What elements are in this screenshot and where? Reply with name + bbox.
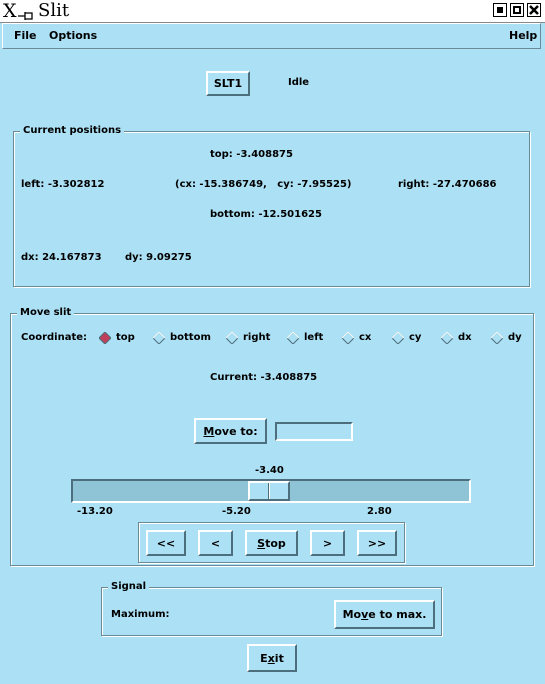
radio-label-top[interactable]: top bbox=[116, 332, 135, 343]
right-value: right: -27.470686 bbox=[398, 179, 497, 190]
fast-back-button[interactable]: << bbox=[146, 530, 186, 556]
center-value: (cx: -15.386749, cy: -7.95525) bbox=[175, 179, 352, 190]
stop-mnemonic: S bbox=[257, 536, 266, 550]
move-to-max-label: e to max. bbox=[368, 608, 427, 621]
radio-indicator[interactable] bbox=[226, 332, 238, 344]
radio-indicator[interactable] bbox=[153, 332, 165, 344]
stop-label: top bbox=[265, 536, 286, 550]
radio-selected-indicator[interactable] bbox=[99, 332, 111, 344]
window-title: Slit bbox=[38, 0, 70, 21]
scale-mid-label: -5.20 bbox=[222, 506, 251, 517]
radio-indicator[interactable] bbox=[392, 332, 404, 344]
radio-indicator[interactable] bbox=[287, 332, 299, 344]
radio-label-left[interactable]: left bbox=[304, 332, 324, 343]
current-value: Current: -3.408875 bbox=[210, 372, 318, 383]
radio-label-cy[interactable]: cy bbox=[409, 332, 422, 343]
menu-file[interactable]: File bbox=[14, 29, 37, 42]
menu-bar bbox=[2, 23, 541, 49]
top-value: top: -3.408875 bbox=[210, 149, 293, 160]
radio-indicator[interactable] bbox=[441, 332, 453, 344]
exit-button[interactable] bbox=[247, 644, 297, 672]
scale-min-label: -13.20 bbox=[77, 506, 113, 517]
status-label: Idle bbox=[288, 77, 310, 88]
move-to-max-mnemonic: v bbox=[361, 608, 369, 621]
menu-options[interactable]: Options bbox=[49, 29, 98, 42]
move-to-max-prefix: Mo bbox=[342, 608, 362, 621]
maximize-button[interactable] bbox=[510, 3, 524, 17]
radio-label-right[interactable]: right bbox=[243, 332, 271, 343]
scale-max-label: 2.80 bbox=[367, 506, 392, 517]
dy-value: dy: 9.09275 bbox=[125, 252, 192, 263]
back-button[interactable]: < bbox=[198, 530, 233, 556]
radio-indicator[interactable] bbox=[342, 332, 354, 344]
dx-value: dx: 24.167873 bbox=[21, 252, 102, 263]
move-to-button[interactable] bbox=[194, 418, 267, 444]
radio-label-cx[interactable]: cx bbox=[359, 332, 372, 343]
x-window-icon: X bbox=[3, 0, 17, 22]
device-button[interactable]: SLT1 bbox=[206, 71, 250, 96]
move-to-max-button[interactable] bbox=[334, 600, 435, 629]
close-button[interactable] bbox=[527, 3, 541, 17]
slider-value-label: -3.40 bbox=[255, 465, 284, 476]
move-to-mnemonic: M bbox=[203, 424, 215, 438]
close-icon bbox=[528, 4, 540, 16]
stop-button[interactable] bbox=[245, 530, 298, 556]
current-positions-legend: Current positions bbox=[20, 125, 124, 136]
exit-mnemonic: x bbox=[267, 651, 275, 665]
title-bar[interactable] bbox=[0, 0, 545, 23]
forward-button[interactable]: > bbox=[310, 530, 345, 556]
fast-forward-button[interactable]: >> bbox=[357, 530, 397, 556]
maximum-label: Maximum: bbox=[111, 609, 170, 620]
move-to-input[interactable] bbox=[275, 422, 353, 441]
slider-thumb[interactable] bbox=[248, 481, 290, 501]
signal-legend: Signal bbox=[108, 581, 149, 592]
exit-prefix: E bbox=[260, 651, 268, 665]
exit-label: it bbox=[274, 651, 284, 665]
position-slider[interactable] bbox=[71, 479, 471, 503]
coordinate-label: Coordinate: bbox=[21, 332, 88, 343]
radio-label-dy[interactable]: dy bbox=[508, 332, 522, 343]
radio-indicator[interactable] bbox=[491, 332, 503, 344]
left-value: left: -3.302812 bbox=[21, 179, 105, 190]
minimize-button[interactable] bbox=[493, 3, 507, 17]
menu-help[interactable]: Help bbox=[509, 29, 538, 42]
move-slit-legend: Move slit bbox=[17, 307, 74, 318]
radio-label-dx[interactable]: dx bbox=[458, 332, 472, 343]
radio-label-bottom[interactable]: bottom bbox=[170, 332, 211, 343]
move-to-label: ove to: bbox=[214, 424, 258, 438]
bottom-value: bottom: -12.501625 bbox=[210, 209, 322, 220]
